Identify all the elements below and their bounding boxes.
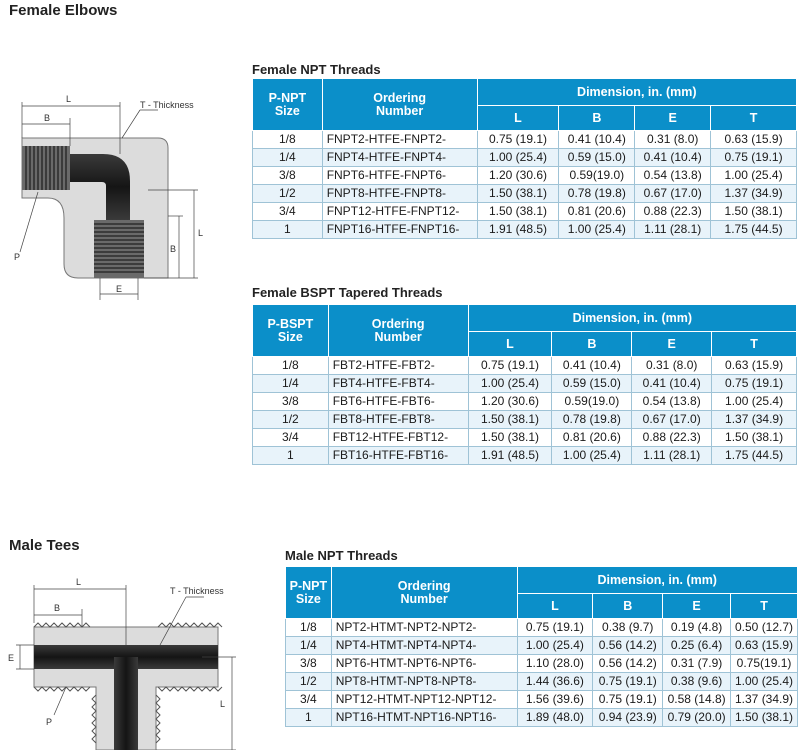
cell: 1 — [286, 709, 332, 727]
tee-label-B: B — [54, 603, 61, 613]
cell: 0.75 (19.1) — [517, 619, 593, 637]
cell: 0.88 (22.3) — [635, 203, 711, 221]
cell: 1/4 — [253, 149, 323, 167]
table-row — [253, 185, 797, 203]
cell: 1.00 (25.4) — [712, 393, 797, 411]
female-bspt-table — [252, 304, 797, 465]
col-header-L: L — [517, 594, 593, 619]
col-header-ordering: Ordering Number — [331, 567, 517, 619]
col-header-L: L — [468, 332, 552, 357]
cell: 1.11 (28.1) — [635, 221, 711, 239]
table-row — [286, 673, 798, 691]
col-header-E: E — [663, 594, 731, 619]
cell: 0.75 (19.1) — [711, 149, 797, 167]
col-header-size: P-NPT Size — [253, 79, 323, 131]
cell: FBT8-HTFE-FBT8- — [328, 411, 468, 429]
cell: 1.00 (25.4) — [559, 221, 635, 239]
table-row — [286, 709, 798, 727]
cell: 0.75 (19.1) — [712, 375, 797, 393]
cell: 1.89 (48.0) — [517, 709, 593, 727]
male-npt-table — [285, 566, 798, 727]
col-header-B: B — [559, 106, 635, 131]
cell: 3/8 — [253, 393, 329, 411]
table-row — [286, 637, 798, 655]
cell: NPT2-HTMT-NPT2-NPT2- — [331, 619, 517, 637]
cell: 1/8 — [253, 357, 329, 375]
cell: 3/4 — [253, 203, 323, 221]
cell: 1.00 (25.4) — [517, 637, 593, 655]
cell: 0.78 (19.8) — [559, 185, 635, 203]
cell: 0.67 (17.0) — [632, 411, 712, 429]
cell: 1.00 (25.4) — [731, 673, 798, 691]
cell: FBT16-HTFE-FBT16- — [328, 447, 468, 465]
cell: 1.56 (39.6) — [517, 691, 593, 709]
cell: 1.91 (48.5) — [477, 221, 559, 239]
cell: 0.81 (20.6) — [559, 203, 635, 221]
cell: 0.94 (23.9) — [593, 709, 663, 727]
cell: 1.20 (30.6) — [477, 167, 559, 185]
cell: 1.44 (36.6) — [517, 673, 593, 691]
table-row — [253, 447, 797, 465]
cell: 0.63 (15.9) — [712, 357, 797, 375]
cell: 0.81 (20.6) — [552, 429, 632, 447]
cell: 0.41 (10.4) — [559, 131, 635, 149]
cell: 3/8 — [286, 655, 332, 673]
cell: 1.00 (25.4) — [477, 149, 559, 167]
table-row — [286, 619, 798, 637]
cell: 1 — [253, 447, 329, 465]
cell: 1 — [253, 221, 323, 239]
cell: 1.11 (28.1) — [632, 447, 712, 465]
col-header-ordering: Ordering Number — [322, 79, 477, 131]
cell: 1.00 (25.4) — [552, 447, 632, 465]
tee-label-L2: L — [220, 699, 226, 709]
cell: 1.50 (38.1) — [468, 429, 552, 447]
cell: FNPT16-HTFE-FNPT16- — [322, 221, 477, 239]
cell: FBT12-HTFE-FBT12- — [328, 429, 468, 447]
table-title-female-npt: Female NPT Threads — [252, 62, 381, 77]
col-header-dimension: Dimension, in. (mm) — [517, 567, 798, 594]
table-title-male-npt: Male NPT Threads — [285, 548, 398, 563]
col-header-ordering: Ordering Number — [328, 305, 468, 357]
col-header-T: T — [731, 594, 798, 619]
cell: 0.59(19.0) — [559, 167, 635, 185]
col-header-B: B — [593, 594, 663, 619]
col-header-E: E — [635, 106, 711, 131]
cell: 3/4 — [286, 691, 332, 709]
table-row — [253, 149, 797, 167]
cell: 1/8 — [253, 131, 323, 149]
elbow-label-B: B — [44, 113, 51, 123]
elbow-label-L2: L — [198, 228, 204, 238]
cell: 1.00 (25.4) — [468, 375, 552, 393]
table-title-female-bspt: Female BSPT Tapered Threads — [252, 285, 443, 300]
section-title-female-elbows: Female Elbows — [9, 2, 118, 19]
cell: 0.25 (6.4) — [663, 637, 731, 655]
cell: NPT4-HTMT-NPT4-NPT4- — [331, 637, 517, 655]
cell: 0.59(19.0) — [552, 393, 632, 411]
cell: 1.50 (38.1) — [711, 203, 797, 221]
cell: 0.88 (22.3) — [632, 429, 712, 447]
cell: 0.75 (19.1) — [593, 691, 663, 709]
cell: 0.54 (13.8) — [632, 393, 712, 411]
elbow-label-P: P — [14, 252, 21, 262]
cell: 0.63 (15.9) — [711, 131, 797, 149]
cell: 0.38 (9.7) — [593, 619, 663, 637]
cell: NPT16-HTMT-NPT16-NPT16- — [331, 709, 517, 727]
cell: FBT4-HTFE-FBT4- — [328, 375, 468, 393]
cell: 0.63 (15.9) — [731, 637, 798, 655]
tee-label-T: T - Thickness — [170, 586, 224, 596]
cell: 0.79 (20.0) — [663, 709, 731, 727]
cell: 1.37 (34.9) — [731, 691, 798, 709]
cell: 0.75(19.1) — [731, 655, 798, 673]
cell: 1/4 — [286, 637, 332, 655]
col-header-L: L — [477, 106, 559, 131]
table-row — [253, 429, 797, 447]
cell: 1.50 (38.1) — [712, 429, 797, 447]
cell: 0.58 (14.8) — [663, 691, 731, 709]
cell: 1/2 — [286, 673, 332, 691]
cell: 1/2 — [253, 411, 329, 429]
cell: 0.31 (8.0) — [635, 131, 711, 149]
table-row — [253, 375, 797, 393]
table-row — [286, 691, 798, 709]
elbow-label-E: E — [116, 284, 123, 294]
table-row — [253, 221, 797, 239]
cell: 1.50 (38.1) — [477, 185, 559, 203]
col-header-T: T — [711, 106, 797, 131]
cell: 0.59 (15.0) — [559, 149, 635, 167]
tee-label-L: L — [76, 577, 82, 587]
cell: 0.38 (9.6) — [663, 673, 731, 691]
cell: 1/8 — [286, 619, 332, 637]
table-row — [253, 393, 797, 411]
col-header-dimension: Dimension, in. (mm) — [468, 305, 796, 332]
elbow-label-L: L — [66, 94, 72, 104]
cell: 3/8 — [253, 167, 323, 185]
cell: 1.37 (34.9) — [711, 185, 797, 203]
cell: 0.56 (14.2) — [593, 655, 663, 673]
cell: 1.10 (28.0) — [517, 655, 593, 673]
cell: 1.20 (30.6) — [468, 393, 552, 411]
cell: 0.75 (19.1) — [477, 131, 559, 149]
cell: 0.67 (17.0) — [635, 185, 711, 203]
cell: FNPT12-HTFE-FNPT12- — [322, 203, 477, 221]
table-row — [253, 167, 797, 185]
cell: 1.50 (38.1) — [477, 203, 559, 221]
cell: 0.31 (7.9) — [663, 655, 731, 673]
male-tee-diagram — [6, 575, 246, 750]
col-header-E: E — [632, 332, 712, 357]
cell: 1.75 (44.5) — [712, 447, 797, 465]
female-elbow-diagram — [8, 88, 223, 308]
table-row — [253, 357, 797, 375]
cell: FBT6-HTFE-FBT6- — [328, 393, 468, 411]
cell: FBT2-HTFE-FBT2- — [328, 357, 468, 375]
female-npt-table — [252, 78, 797, 239]
cell: 0.41 (10.4) — [552, 357, 632, 375]
col-header-dimension: Dimension, in. (mm) — [477, 79, 796, 106]
cell: 0.31 (8.0) — [632, 357, 712, 375]
cell: 1.50 (38.1) — [731, 709, 798, 727]
tee-label-P: P — [46, 717, 53, 727]
cell: 0.59 (15.0) — [552, 375, 632, 393]
cell: 1/4 — [253, 375, 329, 393]
col-header-size: P-BSPT Size — [253, 305, 329, 357]
elbow-label-T: T - Thickness — [140, 100, 194, 110]
table-row — [253, 203, 797, 221]
cell: 1.91 (48.5) — [468, 447, 552, 465]
cell: 1.50 (38.1) — [468, 411, 552, 429]
table-row — [286, 655, 798, 673]
cell: 1.00 (25.4) — [711, 167, 797, 185]
cell: FNPT4-HTFE-FNPT4- — [322, 149, 477, 167]
table-row — [253, 131, 797, 149]
cell: 3/4 — [253, 429, 329, 447]
col-header-T: T — [712, 332, 797, 357]
tee-label-E: E — [8, 653, 15, 663]
cell: 0.41 (10.4) — [632, 375, 712, 393]
cell: FNPT2-HTFE-FNPT2- — [322, 131, 477, 149]
cell: NPT6-HTMT-NPT6-NPT6- — [331, 655, 517, 673]
cell: 0.56 (14.2) — [593, 637, 663, 655]
table-row — [253, 411, 797, 429]
cell: 0.41 (10.4) — [635, 149, 711, 167]
cell: 0.75 (19.1) — [593, 673, 663, 691]
elbow-label-B2: B — [170, 244, 177, 254]
col-header-size: P-NPT Size — [286, 567, 332, 619]
cell: 1/2 — [253, 185, 323, 203]
cell: 1.37 (34.9) — [712, 411, 797, 429]
cell: 0.54 (13.8) — [635, 167, 711, 185]
section-title-male-tees: Male Tees — [9, 537, 80, 554]
cell: 0.75 (19.1) — [468, 357, 552, 375]
cell: NPT12-HTMT-NPT12-NPT12- — [331, 691, 517, 709]
cell: NPT8-HTMT-NPT8-NPT8- — [331, 673, 517, 691]
cell: 0.19 (4.8) — [663, 619, 731, 637]
cell: FNPT8-HTFE-FNPT8- — [322, 185, 477, 203]
cell: 0.78 (19.8) — [552, 411, 632, 429]
cell: FNPT6-HTFE-FNPT6- — [322, 167, 477, 185]
col-header-B: B — [552, 332, 632, 357]
cell: 1.75 (44.5) — [711, 221, 797, 239]
cell: 0.50 (12.7) — [731, 619, 798, 637]
